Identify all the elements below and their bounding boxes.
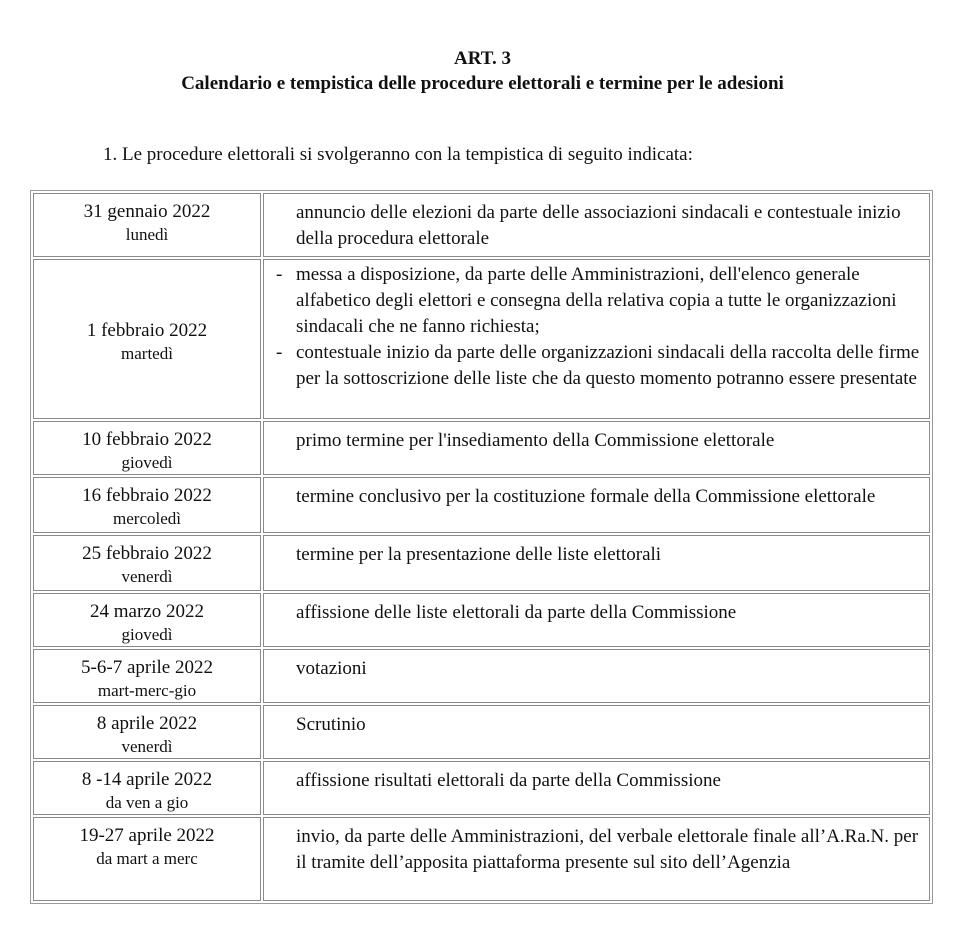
- date: 8 -14 aprile 2022: [81, 769, 213, 790]
- date: 16 febbraio 2022: [82, 485, 212, 506]
- list-item: [276, 340, 925, 392]
- description-cell: Scrutinio: [263, 705, 930, 759]
- weekday: da mart a merc: [96, 849, 198, 868]
- description-cell: invio, da parte delle Amministrazioni, del verbale elettorale finale all’A.Ra.N. per il tramite dell’apposita piattaforma presente sul sito dell’Agenzia: [263, 817, 930, 901]
- date: 19-27 aprile 2022: [79, 825, 215, 846]
- description-cell: primo termine per l'insediamento della Commissione elettorale: [263, 421, 930, 475]
- table-row: [33, 535, 930, 591]
- date-cell: [33, 477, 261, 533]
- table-row: [33, 817, 930, 901]
- date: 8 aprile 2022: [96, 713, 198, 734]
- description-cell: affissione delle liste elettorali da parte della Commissione: [263, 593, 930, 647]
- date-cell: [33, 259, 261, 419]
- description-cell: [263, 259, 930, 419]
- weekday: venerdì: [121, 567, 173, 586]
- article-title: Calendario e tempistica delle procedure elettorali e termine per le adesioni: [181, 73, 784, 94]
- table-row: [33, 593, 930, 647]
- date-cell: [33, 421, 261, 475]
- date-cell: [33, 649, 261, 703]
- description-cell: termine per la presentazione delle liste elettorali: [263, 535, 930, 591]
- list-item-text: contestuale inizio da parte delle organizzazioni sindacali della raccolta delle firme per la sottoscrizione delle liste che da questo momento potranno essere presentate: [296, 342, 920, 389]
- dash-bullet: -: [276, 264, 283, 285]
- weekday: mart-merc-gio: [97, 681, 197, 700]
- table-row: [33, 259, 930, 419]
- date-cell: [33, 761, 261, 815]
- list-item: [276, 262, 925, 340]
- list-item-text: messa a disposizione, da parte delle Amministrazioni, dell'elenco generale alfabetico degli elettori e consegna della relativa copia a tutte le organizzazioni sindacali che ne fanno richiesta;: [296, 264, 897, 337]
- date: 1 febbraio 2022: [86, 320, 208, 341]
- table-row: [33, 649, 930, 703]
- weekday: venerdì: [121, 737, 173, 756]
- election-calendar-table: [30, 190, 933, 904]
- bullet-list: [276, 262, 925, 392]
- description-cell: votazioni: [263, 649, 930, 703]
- table-row: [33, 421, 930, 475]
- date-cell: [33, 705, 261, 759]
- weekday: giovedì: [121, 625, 173, 644]
- table-row: [33, 477, 930, 533]
- date-cell: [33, 817, 261, 901]
- date: 10 febbraio 2022: [82, 429, 212, 450]
- date: 31 gennaio 2022: [83, 201, 211, 222]
- table-row: [33, 761, 930, 815]
- date: 24 marzo 2022: [90, 601, 204, 622]
- table-row: [33, 705, 930, 759]
- weekday: mercoledì: [113, 509, 181, 528]
- weekday: lunedì: [125, 225, 169, 244]
- dash-bullet: -: [276, 342, 283, 363]
- intro-paragraph: 1. Le procedure elettorali si svolgeranno con la tempistica di seguito indicata:: [103, 144, 693, 165]
- description-cell: affissione risultati elettorali da parte della Commissione: [263, 761, 930, 815]
- date: 25 febbraio 2022: [82, 543, 212, 564]
- description-cell: termine conclusivo per la costituzione formale della Commissione elettorale: [263, 477, 930, 533]
- weekday: da ven a gio: [105, 793, 189, 812]
- description-cell: annuncio delle elezioni da parte delle associazioni sindacali e contestuale inizio della procedura elettorale: [263, 193, 930, 257]
- date-cell: [33, 593, 261, 647]
- weekday: giovedì: [121, 453, 173, 472]
- table-row: [33, 193, 930, 257]
- date-cell: [33, 193, 261, 257]
- date-cell: [33, 535, 261, 591]
- article-number: ART. 3: [453, 48, 512, 69]
- weekday: martedì: [121, 344, 173, 363]
- date: 5-6-7 aprile 2022: [81, 657, 213, 678]
